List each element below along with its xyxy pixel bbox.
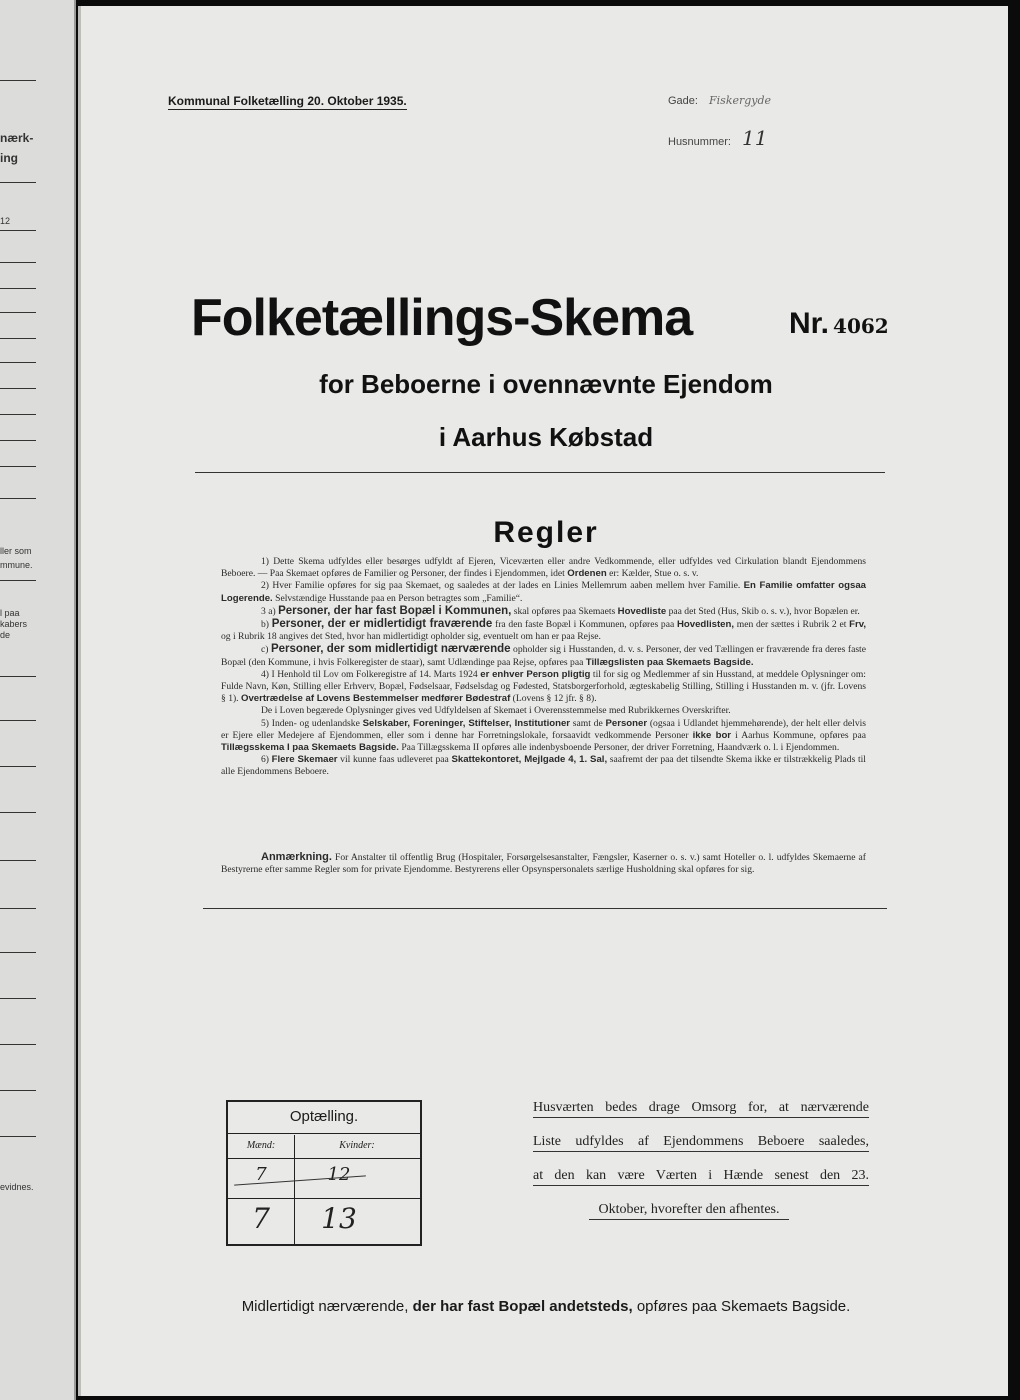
- remark-label: Anmærkning.: [261, 851, 332, 863]
- tally-men-total: 7: [252, 1202, 270, 1235]
- landlord-line: Liste udfyldes af Ejendommens Beboere saaledes,: [533, 1134, 869, 1152]
- divider: [203, 908, 887, 909]
- prev-page-fragment: evidnes.: [0, 1182, 34, 1192]
- form-subtitle: for Beboerne i ovennævnte Ejendom: [319, 369, 773, 399]
- form-number-value: 4062: [833, 314, 889, 338]
- tally-women-header: Kvinder:: [339, 1140, 375, 1151]
- prev-page-fragment: ller som: [0, 546, 32, 556]
- tally-men-crossed: 7: [255, 1164, 267, 1185]
- rule-4: 4) I Henhold til Lov om Folkeregistre af 14. Marts 1924 er enhver Person pligtig til for sig og Medlemmer af sin Husstand, at meddele Oplysninger om: Fulde Navn, Køn, Stilling eller Erhverv, Bopæl, Fødselsaar, Fødselsdag og Fødested, Statsborgerforhold, ægteskabelig Stilling, Stilling i Husstanden m. v. (jfr. Lovens § 1). Overtrædelse af Lovens Bestemmelser medfører Bødestraf (Lovens § 12 jfr. § 8).: [221, 668, 866, 705]
- prev-page-rule: [0, 1090, 36, 1091]
- prev-page-rule: [0, 766, 36, 767]
- tally-rule: [228, 1133, 420, 1134]
- tally-title: Optælling.: [289, 1108, 359, 1125]
- tally-men-header: Mænd:: [246, 1140, 276, 1151]
- prev-page-rule: [0, 1044, 36, 1045]
- street-line: [668, 94, 771, 107]
- form-number-label: Nr.: [789, 307, 830, 340]
- rule-6: 6) Flere Skemaer vil kunne faas udleveret paa Skattekontoret, Mejlgade 4, 1. Sal, saafremt der paa det tilsendte Skema ikke er tilstrækkelig Plads til alle Ejendommens Beboere.: [221, 754, 866, 778]
- divider: [195, 472, 885, 473]
- prev-page-rule: [0, 414, 36, 415]
- prev-page-fragment: mmune.: [0, 560, 33, 570]
- prev-page-fragment: ing: [0, 151, 18, 165]
- prev-page-rule: [0, 338, 36, 339]
- prev-page-rule: [0, 812, 36, 813]
- tally-rule: [228, 1158, 420, 1159]
- rule-5: 5) Inden- og udenlandske Selskaber, Foreninger, Stiftelser, Institutioner samt de Personer (ogsaa i Udlandet hjemmehørende), der helt eller delvis er Ejere eller Medejere af Ejendommen, eller som i denne har Forretningslokale, forsaavidt vedkommende Personer ikke bor i Aarhus Kommune, opføres paa Tillægsskema I paa Skemaets Bagside. Paa Tillægsskema II opføres alle indenbysboende Personer, der driver Forretning, Haandværk o. l. i Ejendommen.: [221, 717, 867, 754]
- tally-rule: [228, 1198, 420, 1199]
- landlord-line: at den kan være Værten i Hænde senest den 23.: [533, 1168, 869, 1186]
- landlord-notice: [533, 1100, 869, 1236]
- prev-page-fragment: nærk-: [0, 131, 34, 145]
- street-value: Fiskergyde: [709, 94, 772, 107]
- form-title: Folketællings-Skema: [191, 289, 693, 347]
- street-label: Gade:: [668, 95, 698, 107]
- prev-page-fragment: kabers: [0, 619, 28, 629]
- prev-page-rule: [0, 580, 36, 581]
- prev-page-fragment: l paa: [0, 608, 20, 618]
- rules-text: [221, 556, 866, 779]
- landlord-line: Oktober, hvorefter den afhentes.: [589, 1202, 789, 1220]
- prev-page-rule: [0, 498, 36, 499]
- prev-page-rule: [0, 860, 36, 861]
- census-header: Kommunal Folketælling 20. Oktober 1935.: [168, 94, 407, 108]
- landlord-line: Husværten bedes drage Omsorg for, at nærværende: [533, 1100, 869, 1118]
- prev-page-rule: [0, 1136, 36, 1137]
- prev-page-fragment: 12: [0, 216, 11, 226]
- house-number-value: 11: [742, 126, 768, 150]
- tally-women-crossed: 12: [327, 1164, 351, 1185]
- prev-page-rule: [0, 388, 36, 389]
- rule-3c: c) Personer, der som midlertidigt nærværende opholder sig i Husstanden, d. v. s. Personer, der ved Tællingen er fraværende fra deres faste Bopæl (den Kommune, i hvis Folkeregister de staar), samt Udlændinge paa Rejse, opføres paa Tillægslisten paa Skemaets Bagside.: [221, 643, 866, 668]
- prev-page-rule: [0, 676, 36, 677]
- prev-page-rule: [0, 262, 36, 263]
- previous-page-edge: [0, 0, 76, 1400]
- prev-page-rule: [0, 288, 36, 289]
- prev-page-rule: [0, 312, 36, 313]
- rule-2: 2) Hver Familie opføres for sig paa Skemaet, og saaledes at der lades en Linies Mellemrum aaben mellem hver Familie. En Familie omfatter ogsaa Logerende. Selvstændige Husstande paa en Person betragtes som „Familie“.: [221, 580, 867, 604]
- tally-box: [226, 1100, 422, 1246]
- prev-page-rule: [0, 908, 36, 909]
- house-number-label: Husnummer:: [668, 136, 731, 148]
- rule-3a: 3 a) Personer, der har fast Bopæl i Kommunen, skal opføres paa Skemaets Hovedliste paa det Sted (Hus, Skib o. s. v.), hvor Bopælen er.: [261, 604, 860, 617]
- form-location: i Aarhus Købstad: [438, 422, 654, 452]
- rule-4-extra: De i Loven begærede Oplysninger gives ved Udfyldelsen af Skemaet i Overensstemmelse med Rubrikkernes Overskrifter.: [261, 705, 731, 717]
- prev-page-rule: [0, 80, 36, 81]
- prev-page-rule: [0, 440, 36, 441]
- prev-page-rule: [0, 230, 36, 231]
- prev-page-rule: [0, 998, 36, 999]
- prev-page-rule: [0, 720, 36, 721]
- form-number: [789, 307, 889, 341]
- prev-page-rule: [0, 952, 36, 953]
- prev-page-fragment: de: [0, 630, 11, 640]
- footer-note: Midlertidigt nærværende, der har fast Bopæl andetsteds, opføres paa Skemaets Bagside.: [241, 1298, 851, 1315]
- rule-1: 1) Dette Skema udfyldes eller besørges udfyldt af Ejeren, Viceværten eller andre Vedkommende, eller udfyldes ved Cirkulation blandt Ejendommens Beboere. — Paa Skemaet opføres de Familier og Personer, der findes i Ejendommen, idet Ordenen er: Kælder, Stue o. s. v.: [221, 556, 866, 580]
- census-form-page: [78, 6, 1008, 1396]
- house-number-line: [668, 126, 767, 150]
- remark-text: Anmærkning. For Anstalter til offentlig Brug (Hospitaler, Forsørgelsesanstalter, Fængsler, Kaserner o. s. v.) samt Hoteller o. l. udfyldes Skemaerne af Bestyrerne efter samme Regler som for private Ejendomme. Bestyrerens eller Opsynspersonalets særlige Husholdning skal opføres for sig.: [221, 851, 866, 876]
- tally-women-total: 13: [321, 1202, 357, 1235]
- prev-page-rule: [0, 182, 36, 183]
- rules-heading: Regler: [493, 516, 599, 549]
- prev-page-rule: [0, 466, 36, 467]
- rule-3b: b) Personer, der er midlertidigt fraværende fra den faste Bopæl i Kommunen, opføres paa Hovedlisten, men der sættes i Rubrik 2 et Frv, og i Rubrik 18 angives det Sted, hvor han midlertidigt opholder sig, eventuelt om han er paa Rejse.: [221, 618, 867, 643]
- prev-page-rule: [0, 362, 36, 363]
